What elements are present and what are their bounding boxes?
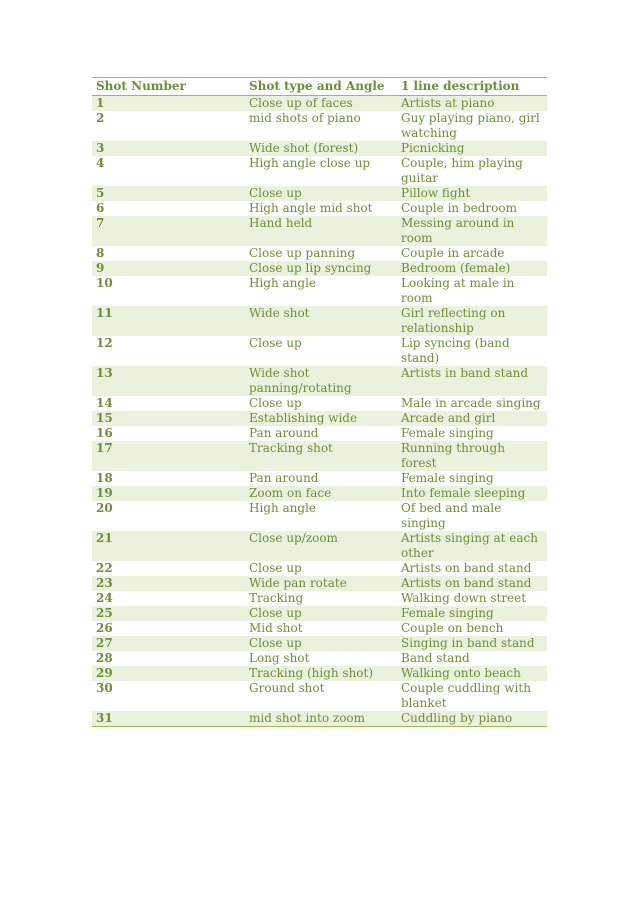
table-row [92, 141, 547, 156]
table-row [92, 651, 547, 666]
shot-number-cell: 11 [96, 306, 113, 320]
table-row [92, 561, 547, 576]
shot-type-cell: Close up [249, 186, 302, 200]
shot-number-cell: 18 [96, 471, 113, 485]
shot-type-cell: Wide shot panning/rotating [249, 366, 352, 395]
shot-number-cell: 8 [96, 246, 105, 260]
table-row [92, 636, 547, 651]
shot-type-cell: Establishing wide [249, 411, 358, 425]
table-row [92, 681, 547, 711]
description-cell: Singing in band stand [401, 636, 535, 650]
shot-number-cell: 28 [96, 651, 113, 665]
shot-type-cell: Mid shot [249, 621, 303, 635]
table-row [92, 261, 547, 276]
shot-number-cell: 10 [96, 276, 113, 290]
header-shot-type: Shot type and Angle [249, 79, 385, 93]
description-cell: Girl reflecting on relationship [401, 306, 506, 335]
shot-number-cell: 13 [96, 366, 113, 380]
description-cell: Couple cuddling with blanket [401, 681, 531, 710]
shot-number-cell: 30 [96, 681, 113, 695]
shot-type-cell: High angle mid shot [249, 201, 373, 215]
shot-number-cell: 21 [96, 531, 113, 545]
table-row [92, 606, 547, 621]
shot-type-cell: High angle [249, 501, 317, 515]
shot-number-cell: 9 [96, 261, 105, 275]
table-row [92, 111, 547, 141]
table-row [92, 186, 547, 201]
shot-type-cell: Close up of faces [249, 96, 353, 110]
description-cell: Arcade and girl [401, 411, 496, 425]
header-row [92, 78, 547, 96]
description-cell: Looking at male in room [401, 276, 515, 305]
table-row [92, 246, 547, 261]
shot-type-cell: Close up [249, 396, 302, 410]
shot-type-cell: Close up panning [249, 246, 356, 260]
shot-number-cell: 2 [96, 111, 105, 125]
shot-type-cell: Close up [249, 636, 302, 650]
shot-number-cell: 19 [96, 486, 113, 500]
table-row [92, 531, 547, 561]
shot-number-cell: 16 [96, 426, 113, 440]
shot-type-cell: Tracking shot [249, 441, 333, 455]
description-cell: Artists on band stand [401, 561, 532, 575]
shot-type-cell: High angle [249, 276, 317, 290]
description-cell: Walking down street [401, 591, 527, 605]
shot-list-table [92, 77, 547, 727]
shot-type-cell: Wide shot (forest) [249, 141, 359, 155]
table-row [92, 621, 547, 636]
shot-number-cell: 15 [96, 411, 113, 425]
description-cell: Male in arcade singing [401, 396, 541, 410]
description-cell: Artists at piano [401, 96, 495, 110]
shot-type-cell: Close up [249, 606, 302, 620]
table-row [92, 201, 547, 216]
shot-type-cell: Tracking [249, 591, 304, 605]
table-row [92, 276, 547, 306]
shot-type-cell: Tracking (high shot) [249, 666, 374, 680]
shot-type-cell: Close up/zoom [249, 531, 338, 545]
table-row [92, 486, 547, 501]
description-cell: Picnicking [401, 141, 465, 155]
shot-type-cell: mid shot into zoom [249, 711, 366, 725]
description-cell: Band stand [401, 651, 470, 665]
shot-type-cell: Wide pan rotate [249, 576, 347, 590]
table-row [92, 216, 547, 246]
header-shot-number: Shot Number [96, 79, 186, 93]
description-cell: Cuddling by piano [401, 711, 513, 725]
table-row [92, 501, 547, 531]
table-body [92, 96, 547, 727]
table-row [92, 711, 547, 727]
description-cell: Pillow fight [401, 186, 471, 200]
description-cell: Lip syncing (band stand) [401, 336, 510, 365]
shot-type-cell: Pan around [249, 471, 319, 485]
table-row [92, 396, 547, 411]
table-row [92, 666, 547, 681]
description-cell: Couple in arcade [401, 246, 505, 260]
shot-number-cell: 12 [96, 336, 113, 350]
shot-number-cell: 6 [96, 201, 105, 215]
description-cell: Couple in bedroom [401, 201, 517, 215]
shot-type-cell: Close up [249, 561, 302, 575]
table-row [92, 591, 547, 606]
shot-number-cell: 24 [96, 591, 113, 605]
shot-number-cell: 29 [96, 666, 113, 680]
shot-type-cell: High angle close up [249, 156, 371, 170]
description-cell: Artists on band stand [401, 576, 532, 590]
shot-number-cell: 17 [96, 441, 113, 455]
table-row [92, 471, 547, 486]
table-row [92, 96, 547, 112]
description-cell: Bedroom (female) [401, 261, 511, 275]
shot-number-cell: 4 [96, 156, 105, 170]
shot-number-cell: 14 [96, 396, 113, 410]
description-cell: Artists singing at each other [401, 531, 538, 560]
table-row [92, 411, 547, 426]
shot-number-cell: 22 [96, 561, 113, 575]
table-header [92, 78, 547, 96]
shot-number-cell: 5 [96, 186, 105, 200]
shot-type-cell: Wide shot [249, 306, 310, 320]
description-cell: Of bed and male singing [401, 501, 502, 530]
table-row [92, 366, 547, 396]
table-row [92, 336, 547, 366]
description-cell: Messing around in room [401, 216, 515, 245]
description-cell: Female singing [401, 426, 494, 440]
table-row [92, 441, 547, 471]
description-cell: Guy playing piano, girl watching [401, 111, 540, 140]
shot-number-cell: 7 [96, 216, 105, 230]
shot-type-cell: Close up lip syncing [249, 261, 372, 275]
shot-number-cell: 20 [96, 501, 113, 515]
shot-number-cell: 3 [96, 141, 105, 155]
table-row [92, 156, 547, 186]
description-cell: Artists in band stand [401, 366, 529, 380]
shot-number-cell: 25 [96, 606, 113, 620]
table-row [92, 576, 547, 591]
description-cell: Couple on bench [401, 621, 504, 635]
description-cell: Couple, him playing guitar [401, 156, 523, 185]
header-description: 1 line description [401, 79, 520, 93]
table-row [92, 306, 547, 336]
shot-number-cell: 27 [96, 636, 113, 650]
shot-number-cell: 31 [96, 711, 113, 725]
shot-type-cell: Hand held [249, 216, 313, 230]
shot-type-cell: Zoom on face [249, 486, 332, 500]
description-cell: Running through forest [401, 441, 505, 470]
shot-number-cell: 26 [96, 621, 113, 635]
description-cell: Walking onto beach [401, 666, 521, 680]
description-cell: Into female sleeping [401, 486, 526, 500]
shot-type-cell: mid shots of piano [249, 111, 361, 125]
description-cell: Female singing [401, 471, 494, 485]
shot-number-cell: 23 [96, 576, 113, 590]
shot-type-cell: Ground shot [249, 681, 325, 695]
shot-type-cell: Pan around [249, 426, 319, 440]
shot-type-cell: Close up [249, 336, 302, 350]
table-row [92, 426, 547, 441]
shot-type-cell: Long shot [249, 651, 310, 665]
shot-number-cell: 1 [96, 96, 105, 110]
description-cell: Female singing [401, 606, 494, 620]
